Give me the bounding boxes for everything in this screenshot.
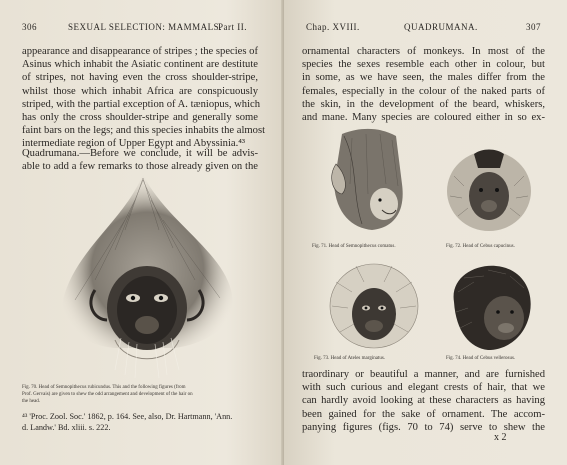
text-line: whilst those which inhabit Africa are conspicuously	[22, 85, 258, 97]
figure-74-engraving	[444, 262, 536, 354]
figure-72-caption: Fig. 72. Head of Cebus capucinus.	[446, 244, 515, 249]
figure-70-caption-line: the head.	[22, 399, 41, 404]
chapter-label: Chap. XVIII.	[306, 22, 360, 32]
right-page	[284, 0, 567, 465]
part-label: Part II.	[218, 22, 247, 32]
text-line: Asinus which inhabit the Asiatic continent are destitute	[22, 59, 258, 71]
text-line: in some, as we have seen, the males differ from the	[302, 72, 545, 84]
text-line: striped, with the partial exception of A. tæniopus, which	[22, 98, 261, 110]
text-line: of stripes, not having even the cross shoulder-stripe,	[22, 72, 258, 84]
figure-70-caption-line: Fig. 70. Head of Semnopithecus rubicundus. This and the following figures (from	[22, 385, 186, 390]
page-number-left: 306	[22, 22, 37, 32]
figure-74-caption: Fig. 74. Head of Cebus vellerosus.	[446, 356, 516, 361]
figure-72-engraving	[444, 146, 534, 236]
text-line: been gained for the sake of ornament. The accom-	[302, 408, 545, 420]
right-text-bottom	[302, 368, 545, 434]
text-line: the skin, in the development of the beard, whiskers,	[302, 98, 545, 110]
text-line: appearance and disappearance of stripes ; the species of	[22, 46, 258, 57]
text-line: species the sexes resemble each other in colour, but	[302, 59, 545, 71]
text-line: traordinary or beautiful a manner, and are furnished	[302, 369, 545, 380]
figure-71-caption: Fig. 71. Head of Semnopithecus comatus.	[312, 244, 396, 249]
figure-70-caption-line: Prof. Gervais) are given to shew the odd arrangement and development of the hair on	[22, 392, 193, 397]
text-line: has only the cross shoulder-stripe and generally some	[22, 111, 258, 123]
figure-73-engraving	[326, 262, 422, 352]
text-line: females, especially in the colour of the naked parts of	[302, 85, 545, 97]
footnote-line: ⁴³ 'Proc. Zool. Soc.' 1862, p. 164. See, also, Dr. Hartmann, 'Ann.	[22, 412, 233, 421]
text-line: Quadrumana.—Before we conclude, it will be advis-	[22, 148, 258, 159]
text-line: intermediate region of Upper Egypt and Abyssinia.⁴³	[22, 138, 246, 150]
figure-71-engraving	[322, 124, 418, 234]
text-line: with such curious and elegant crests of hair, that we	[302, 382, 545, 394]
footnote-line: d. Landw.' Bd. xliii. s. 222.	[22, 423, 111, 432]
figure-73-caption: Fig. 73. Head of Ateles marginatus.	[314, 356, 386, 361]
printer-signature: x 2	[494, 432, 507, 443]
text-line: faint bars on the legs; and this species inhabits the almost	[22, 125, 266, 137]
text-line: able to add a few remarks to those already given on the	[22, 161, 258, 173]
figure-70-engraving	[55, 170, 245, 382]
right-text-top	[302, 45, 545, 124]
running-head-right: QUADRUMANA.	[404, 22, 478, 32]
text-line: panying figures (figs. 70 to 74) serve to shew the	[302, 421, 545, 433]
left-text-top	[22, 45, 266, 151]
text-line: can hardly avoid looking at these characters as having	[302, 395, 545, 407]
page-number-right: 307	[526, 22, 541, 32]
left-page	[0, 0, 283, 465]
running-head-left: SEXUAL SELECTION: MAMMALS.	[68, 22, 222, 32]
text-line: ornamental characters of monkeys. In most of the	[302, 46, 545, 57]
text-line: and mane. Many species are coloured either in so ex-	[302, 111, 545, 123]
